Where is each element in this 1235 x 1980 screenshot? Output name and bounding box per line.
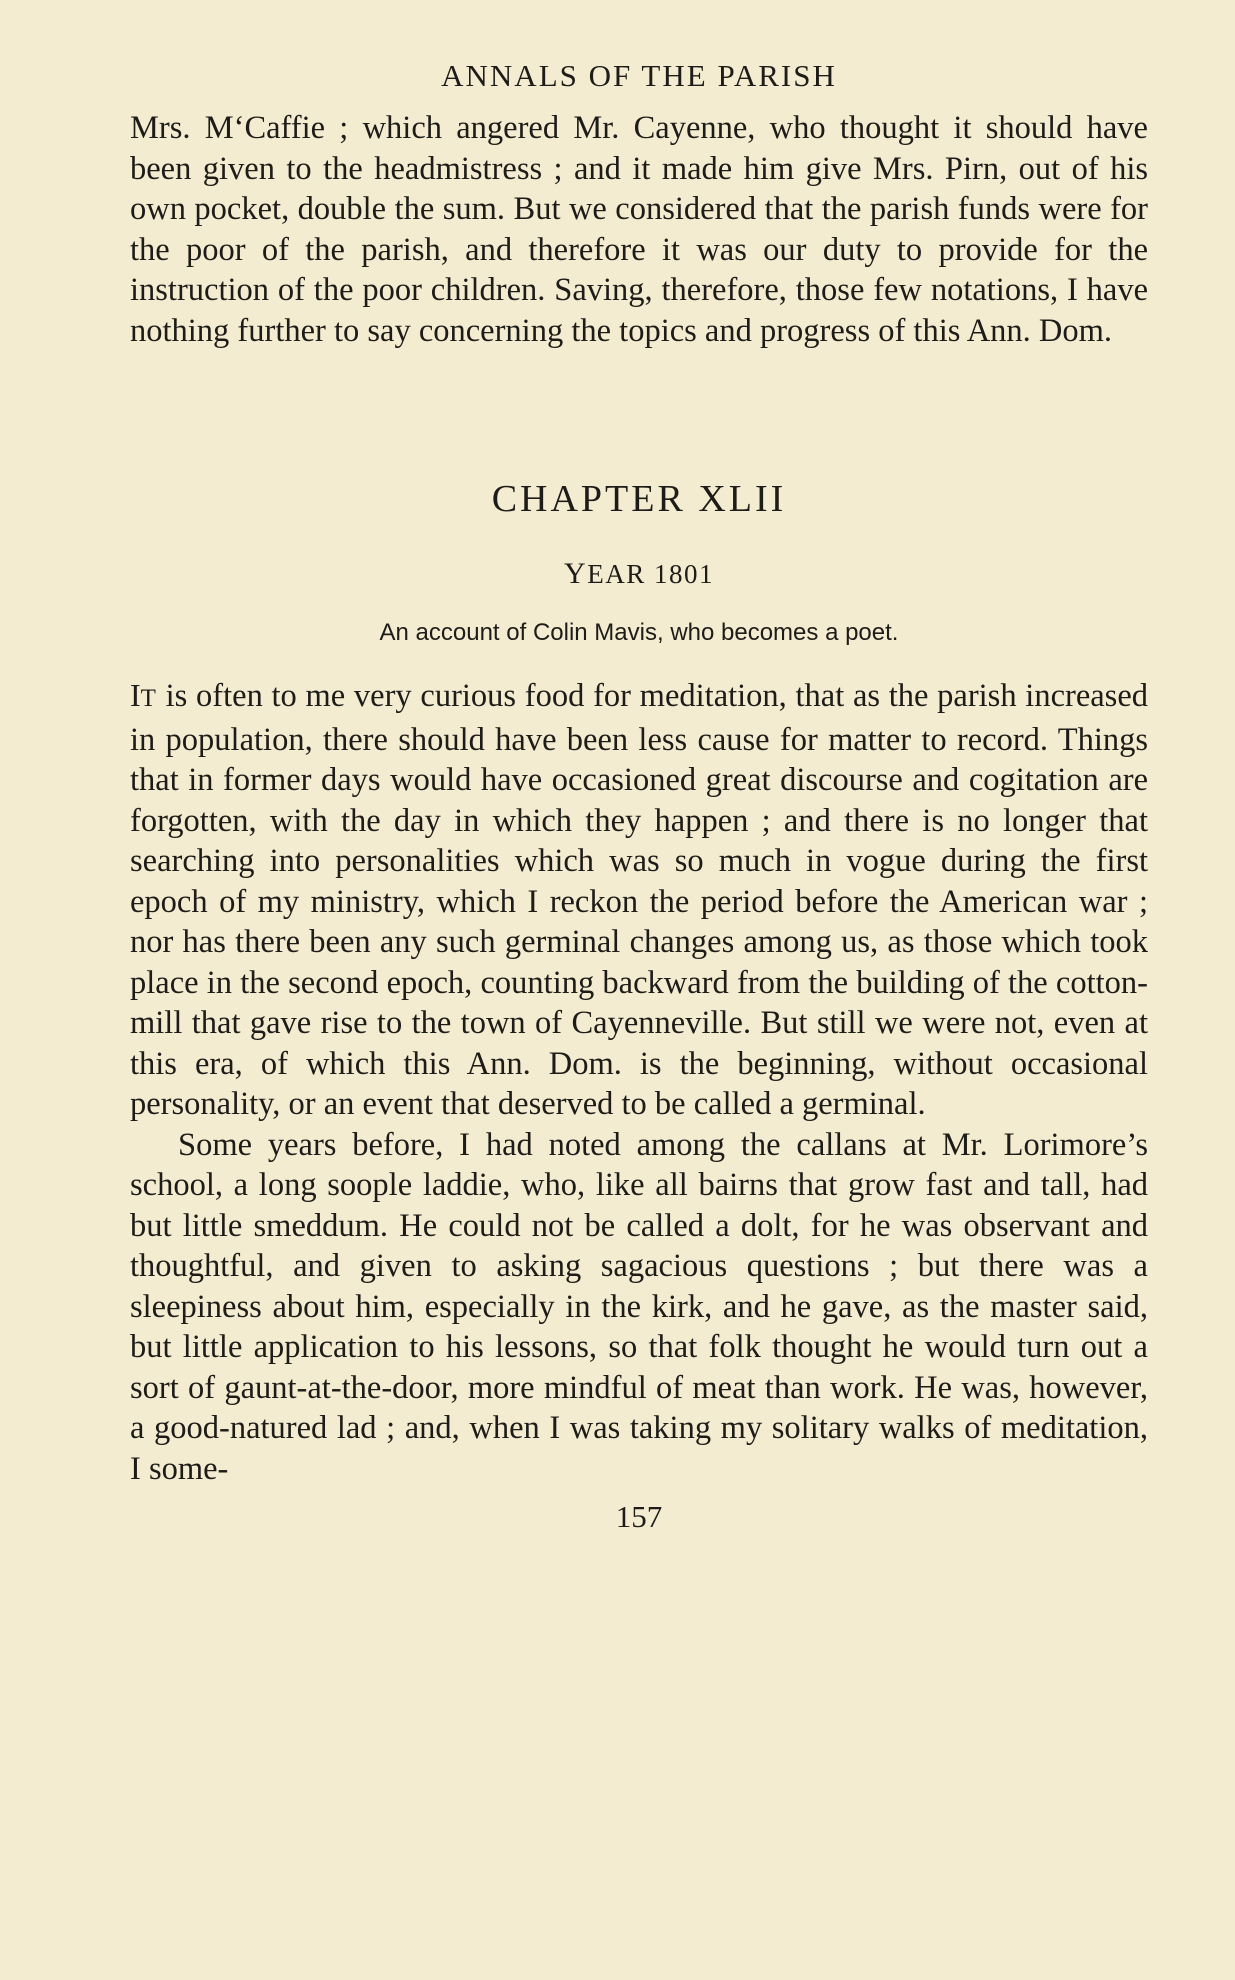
- continued-paragraph: Mrs. M‘Caffie ; which angered Mr. Cayenne, who thought it should have been given to the headmistress ; and it made him give Mrs. Pirn, out of his own pocket, double the sum. But we considered that the parish funds were for the poor of the parish, and therefore it was our duty to provide for the instruction of the poor children. Saving, therefore, those few notations, I have nothing further to say concerning the topics and progress of this Ann. Dom.: [130, 110, 1148, 349]
- paragraph-2: Some years before, I had noted among the callans at Mr. Lorimore’s school, a long soople laddie, who, like all bairns that grow fast and tall, had but little smeddum. He could not be called a dolt, for he was observant and thoughtful, and given to asking sagacious questions ; but there was a sleepiness about him, especially in the kirk, and he gave, as the master said, but little application to his lessons, so that folk thought he would turn out a sort of gaunt-at-the-door, more mindful of meat than work. He was, however, a good-natured lad ; and, when I was taking my solitary walks of meditation, I some-: [130, 1126, 1148, 1487]
- year-rest: EAR: [587, 559, 646, 589]
- opening-word: [130, 678, 157, 714]
- chapter-year: [130, 557, 1148, 591]
- chapter-title: CHAPTER XLII: [491, 478, 787, 520]
- paragraph-1-text: is often to me very curious food for meditation, that as the parish increased in population, there should have been less cause for matter to record. Things that in former days would have occasioned great discourse and cogitation are forgotten, with the day in which they happen ; and there is no longer that searching into personalities which was so much in vogue during the first epoch of my ministry, which I reckon the period before the American war ; nor has there been any such germinal changes among us, as those which took place in the second epoch, counting backward from the building of the cotton-mill that gave rise to the town of Cayenneville. But still we were not, even at this era, of which this Ann. Dom. is the beginning, without occasional personality, or an event that deserved to be called a germinal.: [130, 678, 1148, 1122]
- opening-rest: T: [140, 685, 157, 712]
- opening-initial: I: [130, 677, 141, 713]
- paragraph-1: [130, 675, 1148, 1125]
- year-initial: Y: [564, 557, 588, 590]
- running-head: ANNALS OF THE PARISH: [441, 58, 837, 93]
- page-number: 157: [615, 1499, 663, 1534]
- chapter-summary: An account of Colin Mavis, who becomes a poet.: [379, 619, 899, 646]
- year-number: 1801: [653, 559, 714, 589]
- book-page: [130, 58, 1148, 1535]
